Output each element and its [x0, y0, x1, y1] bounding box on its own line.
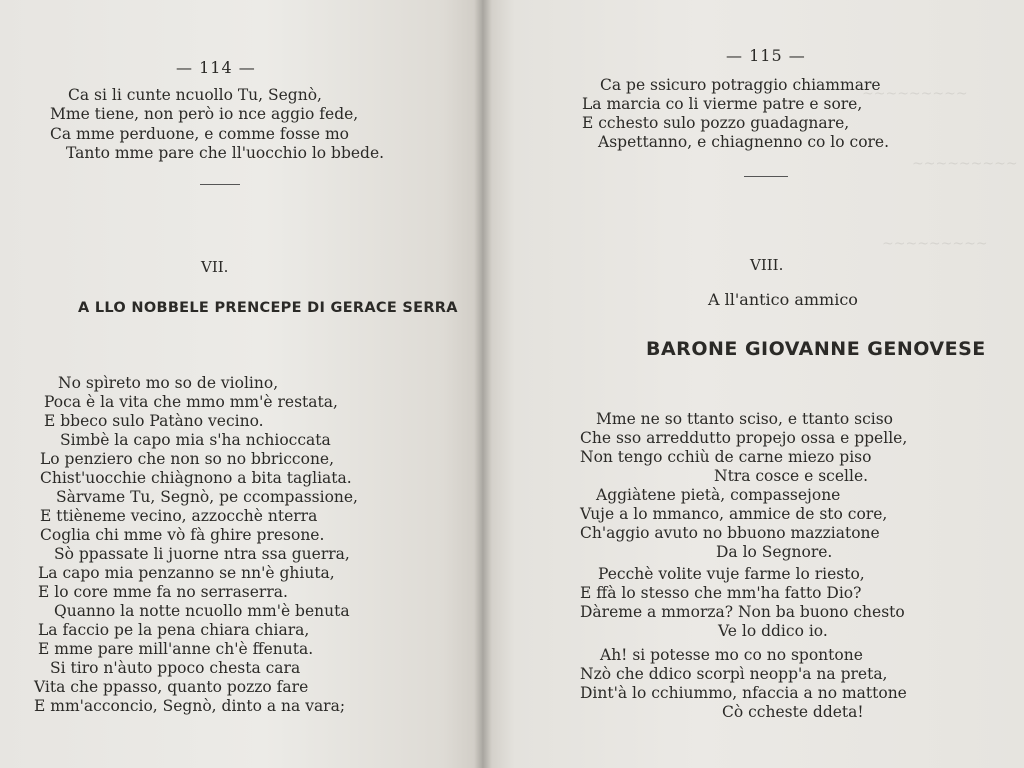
verse-line: Vita che ppasso, quanto pozzo fare — [34, 678, 309, 696]
verse-line: Tanto mme pare che ll'uocchio lo bbede. — [66, 144, 385, 162]
verse-line: Da lo Segnore. — [716, 543, 833, 561]
show-through: ~~~~~~~~~ — [912, 156, 1018, 172]
verse-line: Non tengo cchiù de carne miezo piso — [580, 448, 872, 466]
verse-line: Quanno la notte ncuollo mm'è benuta — [54, 602, 350, 620]
section-title: A LLO NOBBELE PRENCEPE DI GERACE SERRA — [78, 300, 458, 316]
verse-line: Ca si li cunte ncuollo Tu, Segnò, — [68, 86, 322, 104]
verse-line: Sàrvame Tu, Segnò, pe ccompassione, — [56, 488, 358, 506]
verse-line: Simbè la capo mia s'ha nchioccata — [60, 431, 331, 449]
verse-line: Ve lo ddico io. — [718, 622, 828, 640]
page-number: — 114 — — [176, 58, 256, 77]
verse-line: Sò ppassate li juorne ntra ssa guerra, — [54, 545, 350, 563]
divider — [744, 176, 788, 177]
page-number: — 115 — — [726, 46, 806, 65]
verse-line: Cò ccheste ddeta! — [722, 703, 864, 721]
verse-line: Pecchè volite vuje farme lo riesto, — [598, 565, 865, 583]
verse-line: Lo penziero che non so no bbriccone, — [40, 450, 335, 468]
divider — [200, 184, 240, 185]
section-title: BARONE GIOVANNE GENOVESE — [646, 338, 986, 360]
right-page — [482, 0, 1024, 768]
verse-line: Mme ne so ttanto sciso, e ttanto sciso — [596, 410, 894, 428]
verse-line: Dint'à lo cchiummo, nfaccia a no mattone — [580, 684, 907, 702]
verse-line: Ca pe ssicuro potraggio chiammare — [600, 76, 881, 94]
section-numeral: VII. — [201, 258, 229, 276]
verse-line: Aspettanno, e chiagnenno co lo core. — [598, 133, 890, 151]
verse-line: E ttièneme vecino, azzocchè nterra — [40, 507, 318, 525]
verse-line: Ah! si potesse mo co no spontone — [600, 646, 863, 664]
verse-line: E lo core mme fa no serraserra. — [38, 583, 288, 601]
left-page — [0, 0, 482, 768]
verse-line: Chist'uocchie chiàgnono a bita tagliata. — [40, 469, 352, 487]
show-through: ~~~~~~~~~ — [862, 86, 968, 102]
verse-line: La capo mia penzanno se nn'è ghiuta, — [38, 564, 335, 582]
verse-line: Coglia chi mme vò fà ghire presone. — [40, 526, 325, 544]
show-through: ~~~~~~~~~ — [882, 236, 988, 252]
verse-line: La marcia co li vierme patre e sore, — [582, 95, 863, 113]
verse-line: Ca mme perduone, e comme fosse mo — [50, 125, 349, 143]
verse-line: Mme tiene, non però io nce aggio fede, — [50, 105, 359, 123]
verse-line: Vuje a lo mmanco, ammice de sto core, — [580, 505, 888, 523]
section-numeral: VIII. — [750, 256, 784, 274]
verse-line: E mm'acconcio, Segnò, dinto a na vara; — [34, 697, 346, 715]
verse-line: Nzò che ddico scorpì neopp'a na preta, — [580, 665, 888, 683]
verse-line: E cchesto sulo pozzo guadagnare, — [582, 114, 850, 132]
verse-line: Si tiro n'àuto ppoco chesta cara — [50, 659, 301, 677]
verse-line: E bbeco sulo Patàno vecino. — [44, 412, 264, 430]
verse-line: Poca è la vita che mmo mm'è restata, — [44, 393, 338, 411]
verse-line: La faccio pe la pena chiara chiara, — [38, 621, 310, 639]
verse-line: Che sso arreddutto propejo ossa e ppelle, — [580, 429, 908, 447]
verse-line: Ch'aggio avuto no bbuono mazziatone — [580, 524, 880, 542]
verse-line: No spìreto mo so de violino, — [58, 374, 279, 392]
book-gutter — [474, 0, 492, 768]
verse-line: Dàreme a mmorza? Non ba buono chesto — [580, 603, 905, 621]
verse-line: E ffà lo stesso che mm'ha fatto Dio? — [580, 584, 862, 602]
verse-line: Ntra cosce e scelle. — [714, 467, 869, 485]
verse-line: E mme pare mill'anne ch'è ffenuta. — [38, 640, 314, 658]
verse-line: Aggiàtene pietà, compassejone — [596, 486, 841, 504]
dedication: A ll'antico ammico — [708, 290, 858, 309]
